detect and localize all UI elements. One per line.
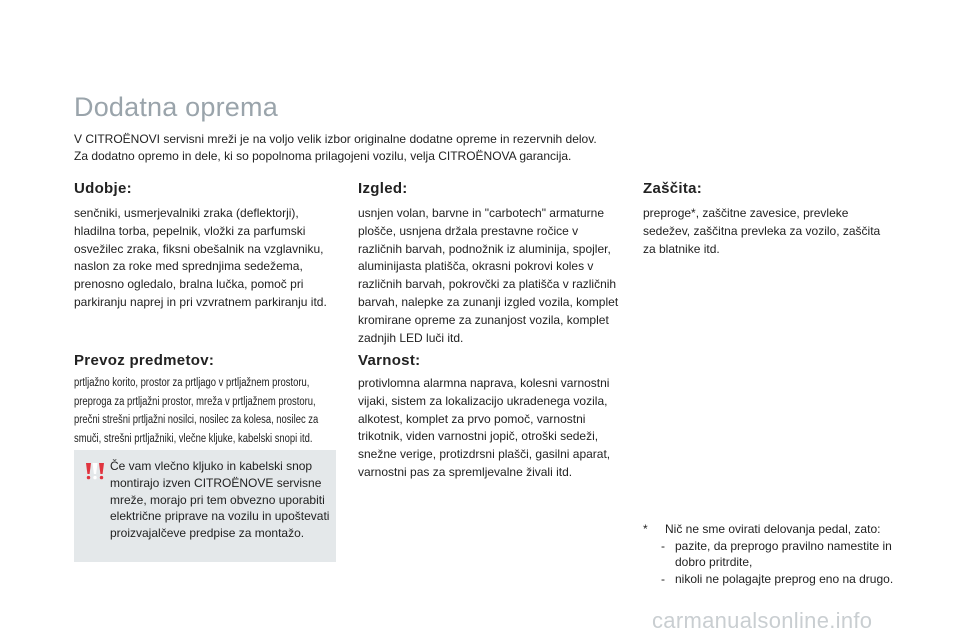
list-item-text: nikoli ne polagajte preprog eno na drugo. (675, 571, 894, 586)
section-heading-prevoz: Prevoz predmetov: (74, 352, 215, 369)
list-item-text: pazite, da preprogo pravilno namestite in dobro pritrdite, (675, 538, 892, 569)
warning-exclamation-icon (84, 461, 106, 481)
section-body-udobje: senčniki, usmerjevalniki zraka (deflektorji), hladilna torba, pepelnik, vložki za parfumski osvežilec zraka, fiksni obešalnik na vzglavniku, naslon za roke med sprednjima sedežema, prenosno ogledalo, bralna lučka, pomoč pri parkiranju naprej in pri vzvratnem parkiranju itd. (74, 206, 327, 309)
list-item (661, 538, 923, 571)
list-item (661, 571, 923, 588)
warning-box (74, 450, 336, 562)
list-dash: - (661, 571, 665, 586)
footnote (643, 521, 923, 587)
page-title: Dodatna oprema (74, 92, 278, 122)
footnote-list (643, 538, 923, 588)
section-heading-varnost: Varnost: (358, 352, 421, 369)
section-heading-udobje: Udobje: (74, 180, 132, 197)
footnote-intro-row (643, 521, 923, 538)
section-body-zascita: preproge*, zaščitne zavesice, prevleke sedežev, zaščitna prevleka za vozilo, zaščita za blatnike itd. (643, 206, 881, 256)
footnote-intro: Nič ne sme ovirati delovanja pedal, zato: (665, 522, 881, 536)
section-body-izgled: usnjen volan, barvne in "carbotech" armaturne plošče, usnjena držala prestavne ročice v različnih barvah, podnožnik iz aluminija, spojler, aluminijasta platišča, okrasni pokrovi koles v različnih barvah, pokrovčki za platišča v različnih barvah, nalepke za zunanji izgled vozila, komplet kromirane opreme za zunanjost vozila, komplet zadnjih LED luči itd. (358, 206, 619, 345)
warning-text: Če vam vlečno kljuko in kabelski snop montirajo izven CITROËNOVE servisne mreže, morajo pri tem obvezno uporabiti električne priprave na vozilu in upoštevati proizvajalčeve predpise za montažo. (110, 459, 330, 541)
intro-line: Za dodatno opremo in dele, ki so popolnoma prilagojeni vozilu, velja CITROËNOVA garancija. (74, 149, 572, 163)
list-dash: - (661, 538, 665, 553)
section-body-prevoz: prtljažno korito, prostor za prtljago v prtljažnem prostoru, preproga za prtljažni prostor, mreža v prtljažnem prostoru, prečni strešni prtljažni nosilci, nosilec za kolesa, nosilec za smuči, strešni prtljažniki, vlečne kljuke, kabelski snopi itd. (74, 377, 319, 445)
footnote-marker: * (643, 522, 648, 536)
intro-line: V CITROËNOVI servisni mreži je na voljo velik izbor originalne dodatne opreme in rezervnih delov. (74, 132, 597, 146)
section-heading-zascita: Zaščita: (643, 180, 703, 197)
section-body-varnost: protivlomna alarmna naprava, kolesni varnostni vijaki, sistem za lokalizacijo ukradenega vozila, alkotest, komplet za prvo pomoč, varnostni trikotnik, viden varnostni jopič, otroški sedeži, snežne verige, protizdrsni plašči, gasilni aparat, varnostni pas za spremljevalne živali itd. (358, 376, 611, 479)
intro-text (74, 131, 654, 165)
section-heading-izgled: Izgled: (358, 180, 408, 197)
watermark: carmanualsonline.info (652, 608, 873, 633)
